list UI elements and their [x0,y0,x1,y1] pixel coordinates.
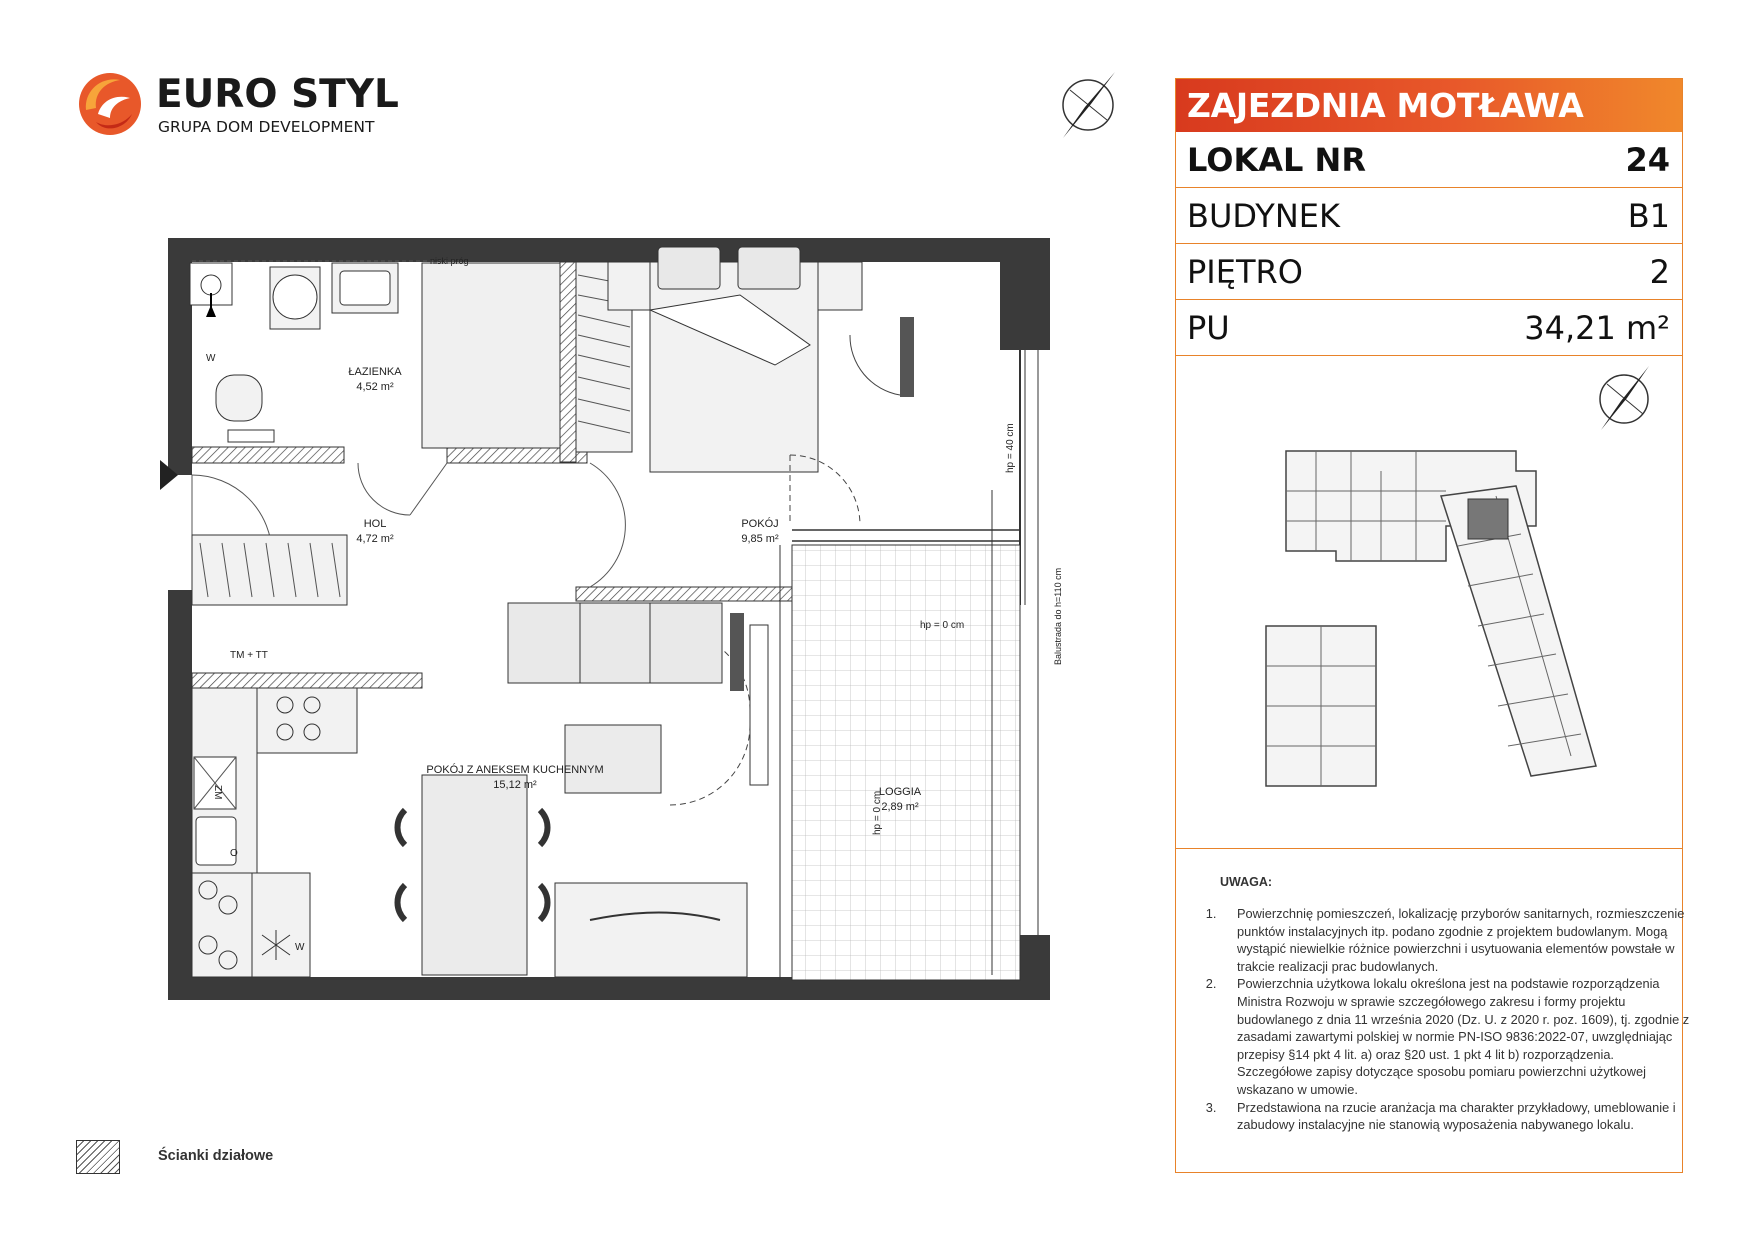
row-unit-number [1176,132,1682,188]
site-plan-drawing [1176,426,1682,846]
notes-section [1176,849,1690,1172]
row-floor [1176,244,1682,300]
room-area: 4,72 m² [356,533,394,545]
room-name: HOL [363,518,387,530]
note-item: 1. Powierzchnię pomieszczeń, lokalizację przyborów sanitarnych, rozmieszczenie punktów instalacyjnych itp. podano zgodnie z projektem budowlanym. Mogą wystąpić niewielkie różnice powierzchni i usytuowania elementów powstałe w trakcie realizacji prac budowlanych. [1220,905,1690,975]
partition-wall-hatch-swatch [76,1140,120,1174]
row-value: 2 [1649,253,1670,291]
floor-plan [160,235,1063,1005]
row-label: PU [1187,309,1230,347]
row-value: B1 [1627,197,1670,235]
row-building [1176,188,1682,244]
apartment-info-panel [1175,78,1690,1173]
notes-title: UWAGA: [1220,875,1273,889]
hp-0-side-note: hp = 0 cm [872,790,883,835]
room-label-bedroom [720,517,800,547]
tm-tt-label: TM + TT [230,650,268,661]
brand-name: EURO STYL [156,72,399,117]
w-label-top: W [206,353,216,364]
note-item: 2. Powierzchnia użytkowa lokalu określona jest na podstawie rozporządzenia Ministra Rozwoju w sprawie szczegółowego zakresu i formy projektu budowlanego z dnia 11 września 2020 (Dz. U. z 2020 r. poz. 1609), tj. zgodnie z zasadami zawartymi polskiej w normie PN-ISO 9836:2022-07, uwzględniając przepisy §14 pkt 4 lit. a) oraz §20 ust. 1 pkt 4 lit b) rozporządzenia. Szczegółowe zapisy dotyczące sposobu pomiaru powierzchni użytkowej wskazano w umowie. [1220,975,1690,1098]
row-area [1176,300,1682,356]
euro-styl-logo [76,70,399,150]
w-label-bottom: W [295,942,305,953]
room-area: 4,52 m² [356,381,394,393]
room-area: 2,89 m² [881,801,919,813]
room-label-hall [340,517,410,547]
o-label: O [230,848,238,859]
row-value: 34,21 m² [1524,309,1670,347]
room-label-living-kitchen [415,763,615,793]
hp-40-note: hp = 40 cm [1005,423,1016,473]
north-arrow-icon [1591,364,1661,434]
row-label: LOKAL NR [1187,141,1366,179]
panel-header [1176,79,1682,132]
room-name: POKÓJ [741,518,779,530]
notes-list [1190,905,1690,1134]
room-area: 9,85 m² [741,533,779,545]
building-location-map [1176,356,1682,849]
row-value: 24 [1625,141,1670,179]
brand-subtitle: GRUPA DOM DEVELOPMENT [158,118,375,136]
hp-0-top-note: hp = 0 cm [920,620,965,631]
row-label: BUDYNEK [1187,197,1340,235]
room-label-bathroom [325,365,425,395]
zm-label: ZM [212,785,223,800]
north-arrow-icon [1055,70,1125,140]
legend-label: Ścianki działowe [158,1148,274,1164]
logo-flame-icon [76,70,144,138]
low-threshold-note: niski próg [430,256,469,266]
balustrade-note: Balustrada do h=110 cm [1053,567,1063,665]
investment-title: ZAJEZDNIA MOTŁAWA [1187,86,1584,125]
room-area: 15,12 m² [493,779,537,791]
note-item: 3. Przedstawiona na rzucie aranżacja ma charakter przykładowy, umeblowanie i zabudowy instalacyjne nie stanowią wyposażenia nabywanego lokalu. [1220,1099,1690,1134]
room-name: LOGGIA [878,786,922,798]
room-name: POKÓJ Z ANEKSEM KUCHENNYM [426,764,604,776]
row-label: PIĘTRO [1187,253,1303,291]
room-name: ŁAZIENKA [348,366,402,378]
